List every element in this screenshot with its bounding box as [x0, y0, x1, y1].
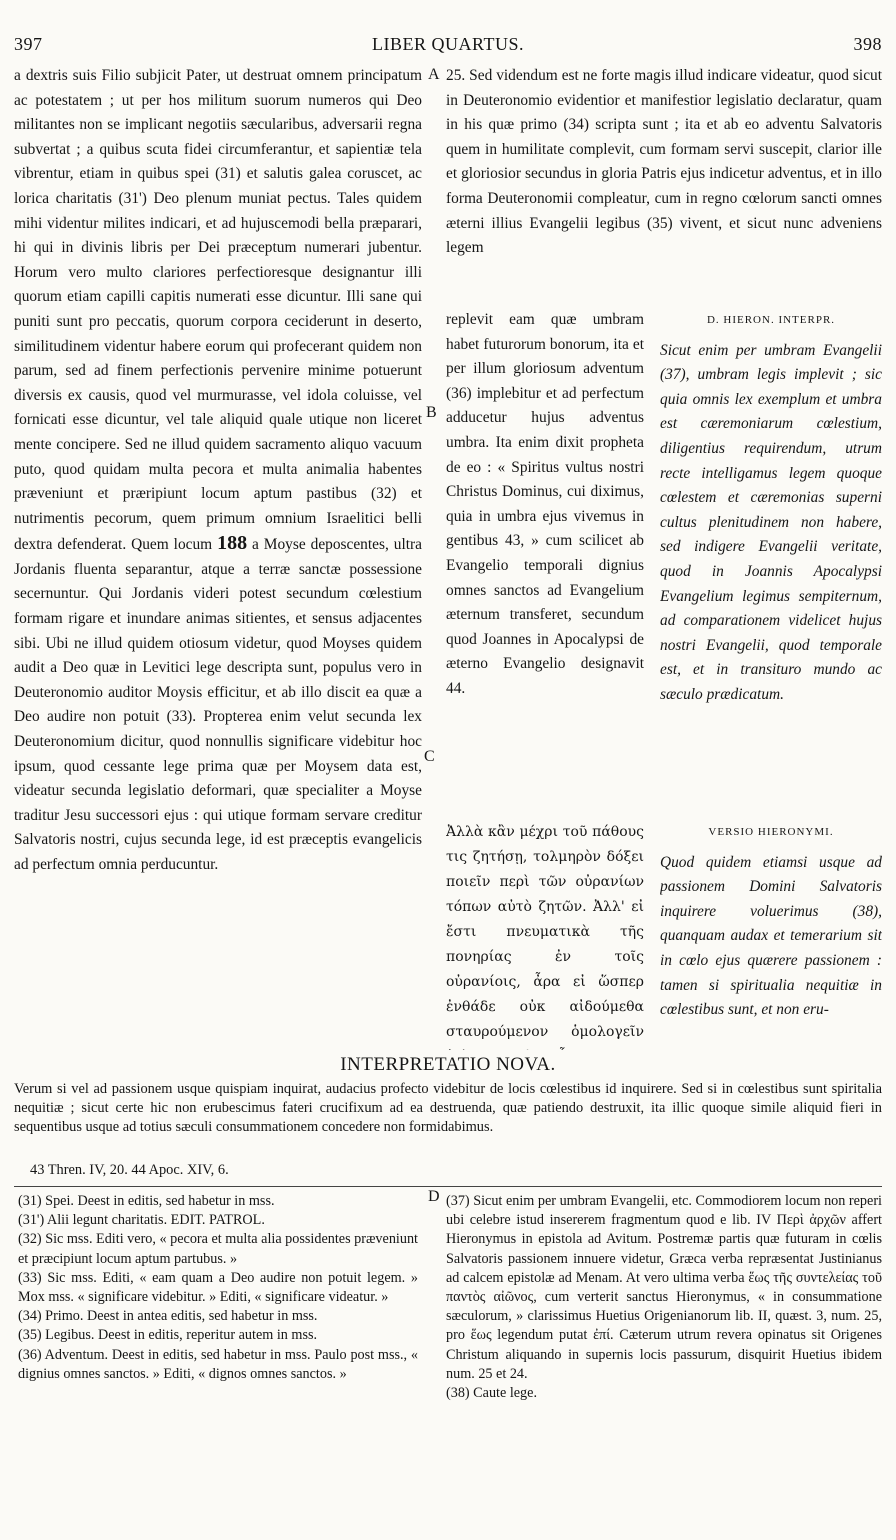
right-top-text [446, 64, 882, 308]
interpretatio-title: INTERPRETATIO NOVA. [340, 1054, 556, 1075]
hieron-text: Sicut enim per umbram Evangelii (37), umbram legis implevit ; sic quia omnis lex exemplum et umbra est cæremoniarum cœlestium, diligentius requirendum, utrum recte intelligamus legem quoque cœlestem et cæremonias superni cultus plenitudinem non habere, sed indigere Evangelii veritate, quod in Joannis Apocalypsi Evangelium legimus sempiternum, ad comparationem videlicet hujus nostri Evangelii, quod temporale est, et in transituro mundo ac sæculo prædicatum. [660, 341, 882, 703]
scripture-references: 43 Thren. IV, 20. 44 Apoc. XIV, 6. [30, 1162, 229, 1178]
right-mid-paragraph: replevit eam quæ umbram habet futurorum bonorum, ita et per illum gloriosum adventum (36) implebitur et ad perfectum adducetur hujus adventus umbra. Ita enim dixit propheta de eo : « Spiritus vultus nostri Christus Dominus, cui diximus, quia in umbra ejus vivemus in gentibus 43, » cum scilicet ab Evangelio temporali dignius omnes sanctos ad Evangelium æternum transferet, secundum quod Joannes in Apocalypsi de æterno Evangelio designavit 44. [446, 311, 644, 697]
left-column-text [14, 64, 422, 1054]
right-top-paragraph: 25. Sed videndum est ne forte magis illud indicare videatur, quod sicut in Deuteronomio evidentior et manifestior legislatio declaratur, quam in his quæ primo (34) scripta sunt ; ita et ab eo adventu Salvatoris quem in humilitate complevit, cum formam servi suscepit, clarior ille et gloriosior secundus in gloria Patris ejus indicetur adventus, et in illo forma Deuteronomii compleatur, cum in regno cœlorum sancti omnes æterni illius Evangelii legibus (35) vivent, et sicut nunc adveniens legem [446, 67, 882, 257]
footnotes-left [18, 1192, 418, 1532]
footnote: (31') Alii legunt charitatis. EDIT. PATROL. [18, 1212, 265, 1229]
running-title: LIBER QUARTUS. [372, 34, 524, 54]
left-column-paragraph [14, 64, 422, 878]
footnote: (38) Caute lege. [446, 1385, 537, 1402]
margin-marker-d: D [428, 1188, 440, 1205]
interpretatio-text: Verum si vel ad passionem usque quispiam inquirat, audacius profecto videbitur de locis cœlestibus id inquirere. Sed si in cœlestibus sunt spiritalia nequitiæ ; sicut certe hic non erubescimus fateri crucifixum ad ea destruenda, quæ patiendo destruxit, ita illic quoque simile aliquid fieri in sequentibus usque ad totius sæculi consummationem concedere non formidabimus. [14, 1081, 882, 1135]
notes-divider [14, 1186, 882, 1187]
greek-paragraph: Ἀλλὰ κἂν μέχρι τοῦ πάθους τις ζητήσῃ, τολμηρὸν δόξει ποιεῖν περὶ τῶν οὐρανίων τόπων αὐτὸ ζητῶν. Ἀλλ' εἰ ἔστι πνευματικὰ τῆς πονηρίας ἐν τοῖς οὐρανίοις, ἆρα εἰ ὥσπερ ἐνθάδε οὐκ αἰδούμεθα σταυρούμενον ὁμολογεῖν [446, 824, 644, 1040]
left-text-part-1: a dextris suis Filio subjicit Pater, ut destruat omnem principatum ac potestatem ; ut per hos militum suorum numeros qui Deo militantes non se implicant negotiis sæcularibus, adversarii regna subvertat ; a quibus scuta fidei circumferantur, et sapientiæ tela vibrentur, etiam in quibus spei (31) et salutis galea coruscet, ac lorica charitatis (31') Deo plenum muniat pectus. Tales quidem mihi videntur milites indicari, et ad hujuscemodi bella præparari, hi qui in divinis libris per Dei præceptum numerari jubentur. Horum vero multo clariores perfectioresque designantur illi quorum etiam capilli capitis numerati esse dicuntur. Illi sane qui puniti sunt pro peccatis, quorum corpora ceciderunt in deserto, similitudinem videntur habere eorum qui profecerant quidem non parum, sed ad finem perfectionis pervenire minime potuerunt diversis ex causis, quod vel murmurasse, vel idola coluisse, vel fornicati esse dicuntur, vel tale aliquid quale utique non liceret mente concipere. Sed ne illud quidem sacramento aliquo vacuum puto, quod quidam multa pecora et multa animalia habentes præveniunt et præripiunt locum aptum pastibus (32) et nutrimentis pecorum, quem primum omnium Israelitici belli dextra defenderat. Quem locum [14, 67, 422, 554]
versio-text: Quod quidem etiamsi usque ad passionem Domini Salvatoris inquirere voluerimus (38), quanquam audax et temerarium sit in cœlo ejus quærere passionem : tamen si spiritualia nequitiæ in cœlestibus sunt, et non eru- [660, 853, 882, 1019]
footnote: (32) Sic mss. Editi vero, « pecora et multa alia possidentes præveniunt et præcipiunt locum aptum partubus. » [18, 1231, 418, 1267]
footnote: (31) Spei. Deest in editis, sed habetur in mss. [18, 1193, 275, 1209]
footnote: (33) Sic mss. Editi, « eam quam a Deo audire non potuit legem. » Mox mss. « significare videbitur. » Editi, « significare videatur. » [18, 1269, 418, 1306]
left-text-part-2: a Moyse deposcentes, ultra Jordanis fluenta separantur, atque a terræ sanctæ possessione secernuntur. Qui Jordanis videri potest secundum cœlestium formam rigare et inundare animas sitientes, et sensus adjacentes sibi. Ubi ne illud quidem otiosum videtur, quod Moyses quidem audit a Deo quæ in Levitici lege descripta sunt, populus vero in Deuteronomio auditor Moysis efficitur, et ab illo discit ea quæ a Deo audire non potuit (33). Propterea enim velut secunda lex Deuteronomium dicitur, quod nonnullis significare videbitur hoc ipsum, quod cessante lege prima quæ per Moysem data est, videatur secunda legislatio deformari, quæ specialiter a Moyse traditur Jesu successori ejus : qui utique formam servare creditur Salvatoris nostri, cujus secunda lege, id est præceptis evangelicis ad perfectum omnia perducuntur. [14, 536, 422, 873]
footnote: (37) Sicut enim per umbram Evangelii, etc. Commodiorem locum non reperi ubi celebre istud insererem fragmentum quod e lib. IV Περὶ ἀρχῶν affert Hieronymus in epistola ad Avitum. Postremæ partis quæ futuram in cœlis Salvatoris passionem innuere videtur, Græca verba repræsentat Justinianus ad calcem epistolæ ad Menam. At vero ultima verba ἕως τῆς συντελείας τοῦ παντὸς αἰῶνος, cum verterit sanctus Hieronymus, « in consummatione sæculorum, » clarissimus Huetius Origenianorum lib. II, quæst. 3, num. 25, pro ἕως legendum putat ἐπί. Cæterum utrum revera opinatus sit Origenes Christum aliquando in supernis locis passurum, disquirit Huetius ibidem num. 25 et 24. [446, 1193, 882, 1382]
page-number-marker: 188 [217, 532, 248, 555]
versio-title: VERSIO HIERONYMI. [708, 826, 834, 838]
margin-marker-b: B [426, 404, 437, 421]
footnotes-right [446, 1192, 882, 1532]
greek-text [446, 820, 644, 1050]
footnote: (35) Legibus. Deest in editis, reperitur autem in mss. [18, 1327, 318, 1344]
left-page-number: 397 [14, 34, 43, 54]
versio-hieronymi [660, 820, 882, 1050]
footnote: (36) Adventum. Deest in editis, sed habetur in mss. Paulo post mss., « dignius omnes sanctos. » Editi, « dignos omnes sanctos. » [18, 1346, 418, 1382]
footnote: (34) Primo. Deest in antea editis, sed habetur in mss. [18, 1308, 318, 1325]
margin-marker-c: C [424, 748, 435, 765]
hieron-interpretation [660, 308, 882, 808]
running-header [14, 34, 882, 58]
right-page-number: 398 [853, 34, 882, 54]
right-mid-text [446, 308, 644, 808]
hieron-title: D. HIERON. INTERPR. [706, 314, 836, 326]
margin-marker-a: A [428, 66, 440, 83]
